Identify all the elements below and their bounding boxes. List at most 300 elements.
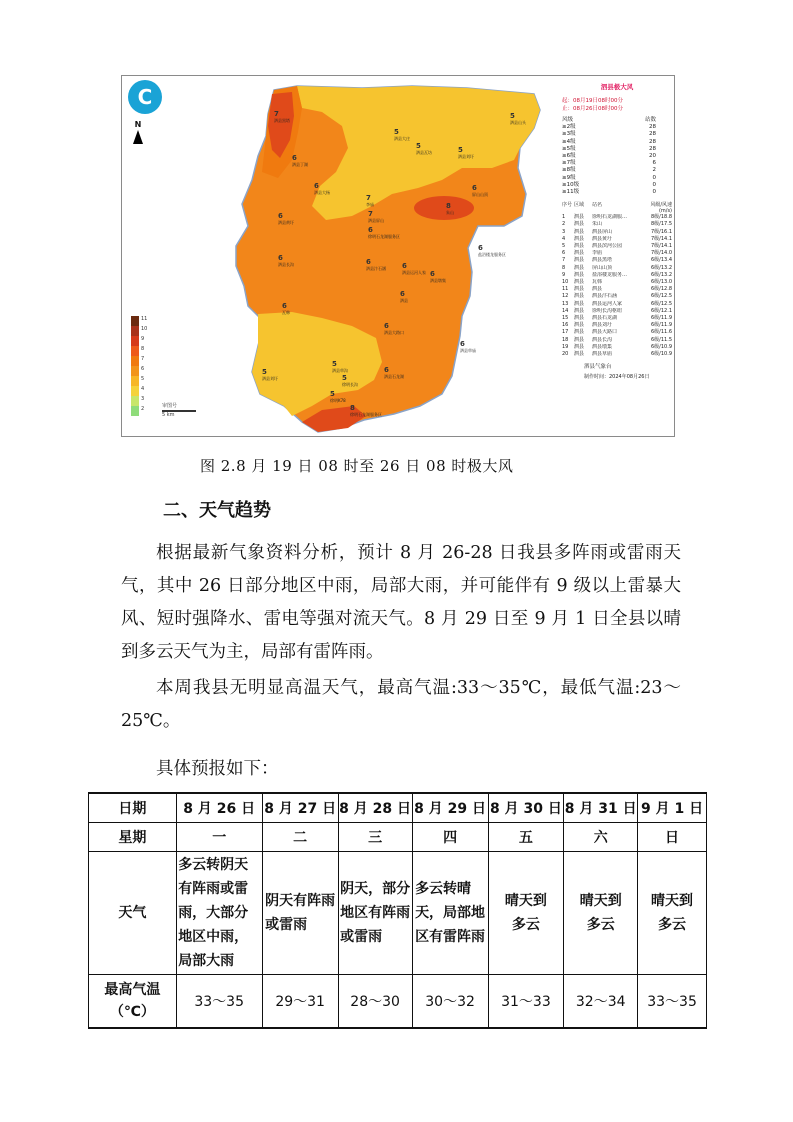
level-count: 6 [652, 160, 656, 167]
paragraph-intro: 具体预报如下： [156, 759, 279, 779]
station-name-label: 徐明石龙湖服务区 [368, 234, 400, 239]
station-index: 5 [562, 243, 566, 250]
station-wind: 6级/13.2 [651, 264, 672, 271]
station-name-label: 徐明石龙湖服务区 [350, 412, 382, 417]
level-header: 风级 [562, 117, 574, 123]
station-name: 泗县滨河公园 [592, 243, 623, 250]
legend-swatch [131, 366, 139, 376]
temp-cell: 31～33 [488, 975, 564, 1029]
station-area: 泗县 [574, 322, 585, 329]
legend-level-label: 5 [141, 376, 145, 382]
station-name: 泗县屏山 [592, 228, 613, 235]
station-wind: 6级/11.6 [651, 329, 672, 336]
level-count: 20 [649, 153, 656, 160]
station-wind: 6级/12.5 [651, 293, 672, 300]
station-wind: 6级/11.5 [651, 336, 672, 343]
station-name-label: 泗县汴石涵 [366, 266, 386, 271]
station-index: 9 [562, 271, 566, 278]
station-name-label: 泗县黑塔 [274, 118, 290, 123]
legend-swatch [131, 346, 139, 356]
station-area: 泗县 [574, 271, 585, 278]
station-name: 泗县草庙 [592, 351, 613, 358]
station-name: 泗县刘圩 [592, 322, 613, 329]
row-label-max-temp [89, 975, 177, 1029]
station-wind-level: 6 [460, 340, 465, 348]
station-area: 泗县 [574, 235, 585, 242]
level-row [562, 160, 672, 167]
weather-text: 阴天有阵雨或雷雨 [265, 893, 336, 933]
station-name-label: 徐明K78 [330, 398, 346, 403]
station-wind-level: 6 [292, 154, 297, 162]
station-wind: 8级/18.8 [651, 214, 672, 221]
station-wind: 7级/14.0 [651, 250, 672, 257]
station-row [562, 272, 672, 279]
station-name: 泗县运河人家 [592, 300, 623, 307]
station-area: 泗县 [574, 257, 585, 264]
station-wind-level: 5 [394, 128, 399, 136]
map-station-marker [278, 254, 294, 268]
weather-cell [488, 852, 564, 975]
row-label-weather: 天气 [89, 852, 177, 975]
end-time: 止：08月26日08时00分 [562, 106, 623, 112]
station-area: 泗县 [574, 343, 585, 350]
station-index: 15 [562, 315, 569, 322]
station-area: 泗县 [574, 264, 585, 271]
station-wind-level: 7 [368, 210, 373, 218]
station-index: 8 [562, 264, 566, 271]
weekday-cell: 二 [262, 823, 338, 852]
station-name-label: 泗县屏山 [368, 218, 384, 223]
start-time: 起：08月19日08时00分 [562, 98, 623, 104]
station-name: 泗县墩集 [592, 343, 613, 350]
map-station-marker [384, 322, 404, 336]
map-station-marker [458, 146, 474, 160]
station-wind-level: 6 [368, 226, 373, 234]
date-cell: 8 月 28 日 [338, 793, 412, 823]
map-station-marker [262, 368, 278, 382]
station-name-label: 泗县大庄 [394, 136, 410, 141]
station-index: 17 [562, 329, 569, 336]
station-index: 3 [562, 228, 566, 235]
station-name-label: 泗县草沟 [332, 368, 348, 373]
legend-level-label: 2 [141, 406, 145, 412]
level-row [562, 131, 672, 138]
station-wind: 6级/12.5 [651, 300, 672, 307]
station-wind-level: 5 [330, 390, 335, 398]
station-row [562, 344, 672, 351]
legend-level-label: 6 [141, 366, 145, 372]
level-count: 28 [649, 124, 656, 131]
station-index: 13 [562, 300, 569, 307]
date-cell: 8 月 27 日 [262, 793, 338, 823]
weather-cell [262, 852, 338, 975]
station-wind: 8级/17.5 [651, 221, 672, 228]
legend-swatch [131, 336, 139, 346]
level-count: 0 [652, 181, 656, 188]
station-wind: 6级/11.9 [651, 315, 672, 322]
map-station-marker [402, 262, 426, 276]
station-name-label: 泗县山头 [510, 120, 526, 125]
station-wind-level: 7 [366, 194, 371, 202]
level-label: ≥4级 [562, 138, 576, 145]
date-cell: 8 月 31 日 [564, 793, 638, 823]
scale-bar [162, 402, 196, 418]
level-count: 28 [649, 145, 656, 152]
temp-cell: 33～35 [176, 975, 262, 1029]
level-row [562, 146, 672, 153]
map-station-marker [416, 142, 432, 156]
temp-cell: 30～32 [412, 975, 488, 1029]
color-legend-labels [141, 314, 147, 414]
station-wind: 6级/11.9 [651, 322, 672, 329]
level-label: ≥3级 [562, 131, 576, 138]
station-name: 徐明长沟枢纽 [592, 307, 623, 314]
legend-swatch [131, 406, 139, 416]
station-wind: 6级/10.9 [651, 343, 672, 350]
station-name-label: 泗县运河人家 [402, 270, 426, 275]
level-row [562, 189, 672, 196]
station-area: 泗县 [574, 279, 585, 286]
map-station-marker [314, 182, 330, 196]
temp-cell: 29～31 [262, 975, 338, 1029]
station-wind-level: 5 [458, 146, 463, 154]
station-name-label: 泗县石龙湖 [384, 374, 404, 379]
map-station-marker [478, 244, 506, 258]
legend-swatch [131, 316, 139, 326]
map-station-marker [332, 360, 348, 374]
level-label: ≥7级 [562, 160, 576, 167]
color-legend [131, 316, 139, 416]
level-label: ≥9级 [562, 174, 576, 181]
legend-level-label: 11 [141, 316, 148, 322]
map-station-marker [282, 302, 290, 316]
station-area: 泗县 [574, 329, 585, 336]
station-index: 10 [562, 279, 569, 286]
station-wind-level: 6 [366, 258, 371, 266]
station-index: 4 [562, 235, 566, 242]
station-index: 7 [562, 257, 566, 264]
station-name-label: 泗县长沟 [278, 262, 294, 267]
map-station-marker [472, 184, 488, 198]
station-wind-level: 6 [400, 290, 405, 298]
station-wind-level: 6 [402, 262, 407, 270]
weather-text: 晴天到多云 [651, 893, 694, 933]
station-row [562, 308, 672, 315]
paragraph-temperature: 本周我县无明显高温天气，最高气温:33～35℃，最低气温:23～25℃。 [121, 678, 681, 731]
station-name: 泗县黄圩 [592, 235, 613, 242]
station-index: 2 [562, 221, 566, 228]
map-station-marker [274, 110, 290, 124]
station-wind: 6级/13.2 [651, 271, 672, 278]
north-arrow-icon [131, 120, 145, 144]
station-name-label: 泗县黄圩 [278, 220, 294, 225]
station-wind-level: 8 [350, 404, 355, 412]
station-row [562, 337, 672, 344]
station-name-label: 泗县大路口 [384, 330, 404, 335]
date-cell: 9 月 1 日 [638, 793, 707, 823]
station-wind-level: 6 [384, 366, 389, 374]
paragraph-forecast: 根据最新气象资料分析，预计 8 月 26-28 日我县多阵雨或雷雨天气，其中 26 日部分地区中雨，局部大雨，并可能伴有 9 级以上雷暴大风、短时强降水、雷电等强对流天气。8 月 29 日至 9 月 1 日全县以晴到多云天气为主，局部有雷阵雨。 [121, 543, 681, 662]
station-wind-level: 6 [478, 244, 483, 252]
station-index: 12 [562, 293, 569, 300]
station-row [562, 351, 672, 358]
map-station-marker [292, 154, 308, 168]
weather-text: 多云转晴天，局部地区有雷阵雨 [415, 881, 486, 945]
station-index: 19 [562, 343, 569, 350]
station-area: 泗县 [574, 228, 585, 235]
level-label: ≥2级 [562, 124, 576, 131]
station-name: 朱山 [592, 221, 603, 228]
map-station-marker [350, 404, 382, 418]
station-name: 泗县大路口 [592, 329, 618, 336]
level-label: ≥11级 [562, 189, 580, 196]
station-wind-level: 5 [510, 112, 515, 120]
station-area: 泗县 [574, 214, 585, 221]
station-header-wind: 风级/风速(m/s) [650, 202, 672, 215]
section-heading: 二、天气趋势 [163, 500, 271, 521]
scale-label: 审图号 [162, 403, 178, 409]
station-index: 18 [562, 336, 569, 343]
station-name-label: 泗县刘圩 [262, 376, 278, 381]
station-wind: 7级/16.1 [651, 228, 672, 235]
map-station-marker [460, 340, 476, 354]
station-area: 泗县 [574, 351, 585, 358]
weather-text: 晴天到多云 [579, 893, 622, 933]
count-header: 站数 [644, 117, 656, 123]
station-wind-level: 6 [278, 212, 283, 220]
station-area: 泗县 [574, 221, 585, 228]
station-header-name: 站名 [592, 202, 603, 209]
station-name-label: 泗县大杨 [314, 190, 330, 195]
weather-text: 晴天到多云 [504, 893, 547, 933]
station-header-index: 序号 [562, 202, 573, 209]
station-name: 盐浴楼龙服务… [592, 271, 628, 278]
station-index: 14 [562, 307, 569, 314]
station-name-label: 泗县刘圩 [458, 154, 474, 159]
station-name: 李庙 [592, 250, 603, 257]
station-index: 6 [562, 250, 566, 257]
north-arrow-shape [133, 130, 143, 144]
station-name-label: 泗县瓦坊 [416, 150, 432, 155]
level-row [562, 139, 672, 146]
row-dates [89, 793, 707, 823]
weekday-cell: 四 [412, 823, 488, 852]
level-row [562, 153, 672, 160]
station-header-row [562, 202, 672, 214]
station-wind-level: 6 [472, 184, 477, 192]
station-index: 16 [562, 322, 569, 329]
weather-text: 多云转阴天有阵雨或雷雨，大部分地区中雨，局部大雨 [178, 857, 249, 969]
legend-level-label: 7 [141, 356, 145, 362]
level-header-row [562, 117, 672, 124]
station-wind: 6级/12.8 [651, 286, 672, 293]
legend-swatch [131, 356, 139, 366]
level-count: 28 [649, 138, 656, 145]
weather-text: 阴天，部分地区有阵雨或雷雨 [340, 881, 411, 945]
level-count: 0 [652, 189, 656, 196]
weather-cell [412, 852, 488, 975]
date-cell: 8 月 30 日 [488, 793, 564, 823]
station-row [562, 221, 672, 228]
map-station-marker [430, 270, 446, 284]
level-list [562, 124, 672, 196]
station-wind-level: 5 [342, 374, 347, 382]
weekday-cell: 一 [176, 823, 262, 852]
station-wind: 7级/14.1 [651, 235, 672, 242]
station-name: 泗县 [592, 286, 603, 293]
station-wind: 7级/14.1 [651, 243, 672, 250]
station-wind-level: 5 [416, 142, 421, 150]
station-name-label: 朱山 [446, 210, 454, 215]
station-name-label: 泗县草庙 [460, 348, 476, 353]
station-area: 泗县 [574, 307, 585, 314]
temp-cell: 32～34 [564, 975, 638, 1029]
station-name-label: 李庙 [366, 202, 374, 207]
max-temp-label: 最高气温 [104, 982, 161, 998]
legend-swatch [131, 326, 139, 336]
row-weather [89, 852, 707, 975]
weekday-cell: 三 [338, 823, 412, 852]
station-wind-level: 5 [332, 360, 337, 368]
map-station-marker [278, 212, 294, 226]
row-label-date: 日期 [89, 793, 177, 823]
weather-logo: C [128, 80, 162, 114]
station-area: 泗县 [574, 293, 585, 300]
station-name: 泗县石龙湖 [592, 315, 618, 322]
station-area: 泗县 [574, 336, 585, 343]
level-count: 28 [649, 131, 656, 138]
level-label: ≥10级 [562, 181, 580, 188]
level-label: ≥8级 [562, 167, 576, 174]
weather-cell [176, 852, 262, 975]
station-area: 泗县 [574, 315, 585, 322]
legend-swatch [131, 386, 139, 396]
weather-cell [638, 852, 707, 975]
station-name: 徐明石龙湖服… [592, 214, 628, 221]
weekday-cell: 六 [564, 823, 638, 852]
station-name: 瓦韩 [592, 279, 603, 286]
county-region-red-east [414, 196, 474, 220]
row-max-temp [89, 975, 707, 1029]
weather-cell [564, 852, 638, 975]
station-row [562, 257, 672, 264]
legend-swatch [131, 396, 139, 406]
station-area: 泗县 [574, 250, 585, 257]
weekday-cell: 五 [488, 823, 564, 852]
station-name: 泗县黑塔 [592, 257, 613, 264]
station-index: 11 [562, 286, 569, 293]
panel-title: 泗县极大风 [600, 83, 634, 91]
figure-caption: 图 2.8 月 19 日 08 时至 26 日 08 时极大风 [200, 457, 514, 475]
station-name-label: 泗县墩集 [430, 278, 446, 283]
station-name-label: 徐明长沟 [342, 382, 358, 387]
temp-cell: 33～35 [638, 975, 707, 1029]
scale-text: 5 km [162, 412, 175, 418]
station-name-label: 瓦韩 [282, 310, 290, 315]
station-wind-level: 6 [314, 182, 319, 190]
station-name-label: 泗县 [400, 298, 408, 303]
map-station-marker [510, 112, 526, 126]
station-wind-level: 5 [262, 368, 267, 376]
level-label: ≥5级 [562, 145, 576, 152]
map-station-marker [342, 374, 358, 388]
level-row [562, 175, 672, 182]
map-station-marker [368, 226, 400, 240]
date-cell: 8 月 26 日 [176, 793, 262, 823]
legend-level-label: 9 [141, 336, 145, 342]
station-name-label: 盐浴楼龙服务区 [478, 252, 506, 257]
level-count: 0 [652, 174, 656, 181]
weekday-cell: 日 [638, 823, 707, 852]
level-row [562, 167, 672, 174]
station-name: 泗县长沟 [592, 336, 613, 343]
station-wind-level: 6 [430, 270, 435, 278]
legend-level-label: 3 [141, 396, 145, 402]
map-station-marker [384, 366, 404, 380]
level-row [562, 124, 672, 131]
station-wind-level: 7 [274, 110, 279, 118]
legend-level-label: 4 [141, 386, 145, 392]
station-name-label: 泗县丁湖 [292, 162, 308, 167]
station-area: 泗县 [574, 243, 585, 250]
station-wind-level: 6 [278, 254, 283, 262]
map-station-marker [366, 194, 374, 208]
station-header-area: 区域 [574, 202, 585, 209]
max-temp-unit: （℃） [109, 1004, 155, 1020]
weather-cell [338, 852, 412, 975]
station-row [562, 236, 672, 243]
station-wind-level: 6 [384, 322, 389, 330]
legend-swatch [131, 376, 139, 386]
date-cell: 8 月 29 日 [412, 793, 488, 823]
level-label: ≥6级 [562, 153, 576, 160]
station-wind-level: 6 [282, 302, 287, 310]
station-list [562, 214, 672, 358]
forecast-table [88, 792, 707, 1029]
station-wind: 6级/13.0 [651, 279, 672, 286]
station-index: 20 [562, 351, 569, 358]
station-row [562, 265, 672, 272]
station-index: 1 [562, 214, 566, 221]
station-name: 泗县汴石涵 [592, 293, 618, 300]
map-station-marker [368, 210, 384, 224]
wind-map-figure [121, 75, 675, 437]
map-station-marker [394, 128, 410, 142]
map-station-marker [366, 258, 386, 272]
temp-cell: 28～30 [338, 975, 412, 1029]
wind-info-panel [562, 82, 672, 380]
station-area: 泗县 [574, 286, 585, 293]
station-wind: 6级/10.9 [651, 351, 672, 358]
map-station-marker [330, 390, 346, 404]
station-name: 屏山山顶 [592, 264, 613, 271]
agency-name: 泗县气象台 [584, 364, 612, 371]
station-name-label: 屏山山顶 [472, 192, 488, 197]
station-row [562, 293, 672, 300]
level-row [562, 182, 672, 189]
north-label: N [134, 120, 142, 129]
station-row [562, 301, 672, 308]
station-wind: 6级/12.1 [651, 307, 672, 314]
station-wind: 6级/13.4 [651, 257, 672, 264]
level-count: 2 [652, 167, 656, 174]
legend-level-label: 10 [141, 326, 148, 332]
station-row [562, 329, 672, 336]
station-wind-level: 8 [446, 202, 451, 210]
map-station-marker [446, 202, 454, 216]
made-time: 制作时间：2024年08月26日 [584, 374, 650, 381]
map-station-marker [400, 290, 408, 304]
